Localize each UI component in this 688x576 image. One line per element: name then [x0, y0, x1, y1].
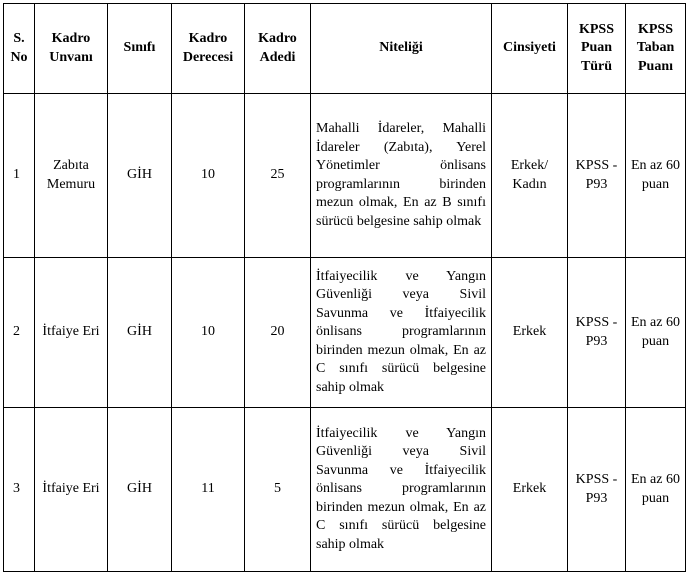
cell-sno: 3: [4, 408, 35, 572]
header-kpss-puan-turu: KPSS Puan Türü: [568, 4, 626, 94]
cell-kadro-unvani: İtfaiye Eri: [35, 408, 108, 572]
header-cinsiyeti: Cinsiyeti: [492, 4, 568, 94]
cell-kadro-unvani: İtfaiye Eri: [35, 258, 108, 408]
cell-sinifi: GİH: [108, 94, 172, 258]
cell-kadro-adedi: 25: [245, 94, 311, 258]
cell-cinsiyeti: Erkek: [492, 408, 568, 572]
kadro-table: [3, 3, 686, 572]
header-kadro-derecesi: Kadro Derecesi: [172, 4, 245, 94]
header-sno: S. No: [4, 4, 35, 94]
cell-kadro-derecesi: 10: [172, 258, 245, 408]
header-kadro-adedi: Kadro Adedi: [245, 4, 311, 94]
cell-niteligi: İtfaiyecilik ve Yangın Güvenliği veya Sivil Savunma ve İtfaiyecilik önlisans programlarının birinden mezun olmak, En az C sınıfı sürücü belgesine sahip olmak: [311, 408, 492, 572]
cell-kadro-adedi: 5: [245, 408, 311, 572]
cell-kpss-puan-turu: KPSS -P93: [568, 258, 626, 408]
cell-kadro-adedi: 20: [245, 258, 311, 408]
cell-sinifi: GİH: [108, 408, 172, 572]
table-row: [4, 94, 686, 258]
cell-niteligi: İtfaiyecilik ve Yangın Güvenliği veya Sivil Savunma ve İtfaiyecilik önlisans programlarının birinden mezun olmak, En az C sınıfı sürücü belgesine sahip olmak: [311, 258, 492, 408]
cell-sno: 1: [4, 94, 35, 258]
table-row: [4, 258, 686, 408]
cell-kpss-taban-puani: En az 60 puan: [626, 408, 686, 572]
header-kpss-taban-puani: KPSS Taban Puanı: [626, 4, 686, 94]
cell-kpss-taban-puani: En az 60 puan: [626, 94, 686, 258]
cell-kadro-unvani: Zabıta Memuru: [35, 94, 108, 258]
cell-kpss-puan-turu: KPSS -P93: [568, 94, 626, 258]
cell-kpss-puan-turu: KPSS -P93: [568, 408, 626, 572]
cell-sno: 2: [4, 258, 35, 408]
cell-sinifi: GİH: [108, 258, 172, 408]
header-sinifi: Sınıfı: [108, 4, 172, 94]
header-row: [4, 4, 686, 94]
cell-niteligi: Mahalli İdareler, Mahalli İdareler (Zabıta), Yerel Yönetimler önlisans programlarının birinden mezun olmak, En az B sınıfı sürücü belgesine sahip olmak: [311, 94, 492, 258]
table-row: [4, 408, 686, 572]
header-niteligi: Niteliği: [311, 4, 492, 94]
cell-kadro-derecesi: 10: [172, 94, 245, 258]
cell-cinsiyeti: Erkek: [492, 258, 568, 408]
cell-cinsiyeti: Erkek/ Kadın: [492, 94, 568, 258]
cell-kpss-taban-puani: En az 60 puan: [626, 258, 686, 408]
header-kadro-unvani: Kadro Unvanı: [35, 4, 108, 94]
cell-kadro-derecesi: 11: [172, 408, 245, 572]
